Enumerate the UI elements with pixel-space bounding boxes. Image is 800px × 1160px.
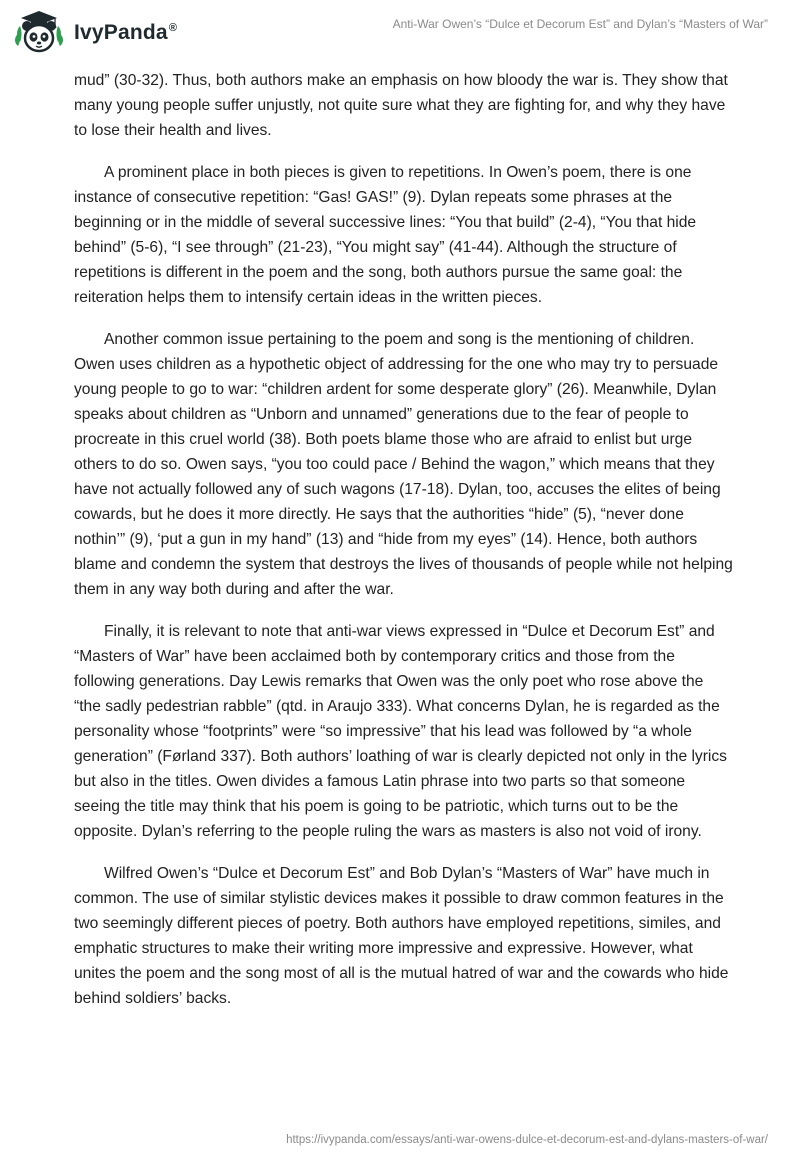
page-header [0,0,800,64]
ivypanda-logo[interactable] [14,10,177,56]
paragraph: A prominent place in both pieces is given to repetitions. In Owen’s poem, there is one instance of consecutive repetition: “Gas! GAS!” (9). Dylan repeats some phrases at the beginning or in the middle of several successive lines: “You that build” (2-4), “You that hide behind” (5-6), “I see through” (21-23), “You might say” (41-44). Although the structure of repetitions is different in the poem and the song, both authors pursue the same goal: the reiteration helps them to intensify certain ideas in the written pieces. [74,164,697,306]
essay-body [74,68,734,1028]
registered-mark: ® [168,22,178,34]
panda-graduate-icon [14,10,64,56]
paragraph: Wilfred Owen’s “Dulce et Decorum Est” and Bob Dylan’s “Masters of War” have much in common. The use of similar stylistic devices makes it possible to draw common features in the two seemingly different pieces of poetry. Both authors have employed repetitions, similes, and emphatic structures to make their writing more impressive and expressive. However, what unites the poem and the song most of all is the mutual hatred of war and the cowards who hide behind soldiers’ backs. [74,865,729,1007]
source-url[interactable]: https://ivypanda.com/essays/anti-war-owens-dulce-et-decorum-est-and-dylans-masters-of-war/ [286,1134,768,1146]
paragraph: mud” (30-32). Thus, both authors make an emphasis on how bloody the war is. They show that many young people suffer unjustly, not quite sure what they are fighting for, and why they have to lose their health and lives. [74,72,728,139]
brand-name: IvyPanda® [74,21,178,44]
paragraph: Another common issue pertaining to the poem and song is the mentioning of children. Owen uses children as a hypothetic object of addressing for the one who may try to persuade young people to go to war: “children ardent for some desperate glory” (26). Meanwhile, Dylan speaks about children as “Unborn and unnamed” generations due to the fear of people to procreate in this cruel world (38). Both poets blame those who are afraid to enlist but urge others to do so. Owen says, “you too could pace / Behind the wagon,” which means that they have not actually followed any of such wagons (17-18). Dylan, too, accuses the elites of being cowards, but he does it more directly. He says that the authorities “hide” (5), “never done nothin’” (9), ‘put a gun in my hand” (13) and “hide from my eyes” (14). Hence, both authors blame and condemn the system that destroys the lives of thousands of people while not helping them in any way both during and after the war. [74,331,733,598]
running-title: Anti-War Owen’s “Dulce et Decorum Est” and Dylan’s “Masters of War” [392,17,768,31]
paragraph: Finally, it is relevant to note that anti-war views expressed in “Dulce et Decorum Est” and “Masters of War” have been acclaimed both by contemporary critics and those from the following generations. Day Lewis remarks that Owen was the only poet who rose above the “the sadly pedestrian rabble” (qtd. in Araujo 333). What concerns Dylan, he is regarded as the personality whose “footprints” were “so impressive” that his lead was followed by “a whole generation” (Førland 337). Both authors’ loathing of war is clearly depicted not only in the lyrics but also in the titles. Owen divides a famous Latin phrase into two parts so that someone seeing the title may think that his poem is going to be patriotic, which turns out to be the opposite. Dylan’s referring to the people ruling the wars as masters is also not void of irony. [74,623,727,840]
